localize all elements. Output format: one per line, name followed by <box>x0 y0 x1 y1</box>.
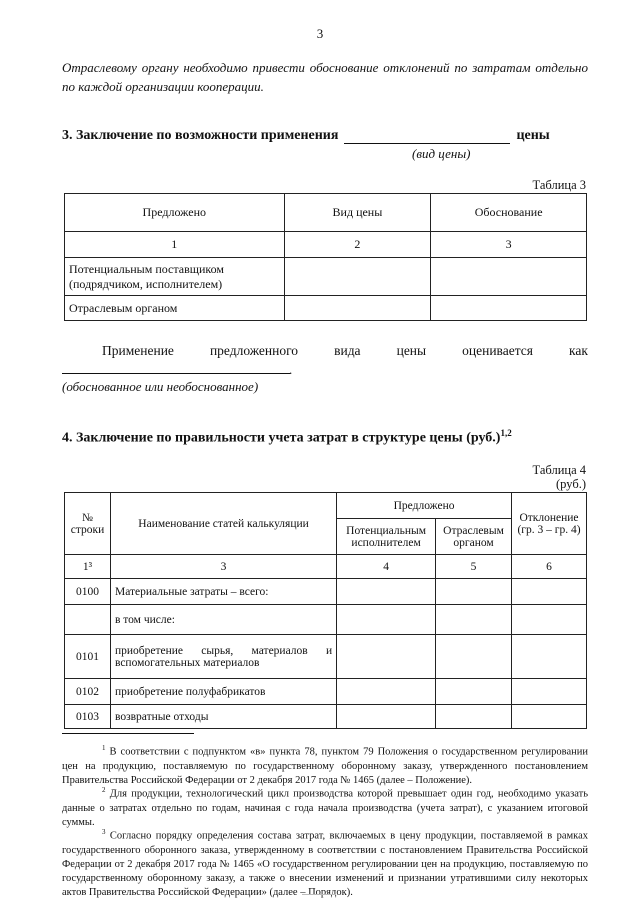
footnote-mark: 2 <box>102 786 106 794</box>
price-type-hint: (вид цены) <box>412 146 471 161</box>
row-name: в том числе: <box>110 605 336 635</box>
footnote-1 <box>62 741 588 788</box>
table-4-number-cell: 4 <box>337 555 436 579</box>
page-edge-mark <box>302 894 336 901</box>
table-4-number-cell: 1³ <box>65 555 111 579</box>
table-row <box>65 705 587 729</box>
row-code <box>65 605 111 635</box>
row-code: 0102 <box>65 679 111 705</box>
table-cell: Потенциальным поставщиком (подрядчиком, исполнителем) <box>65 258 285 296</box>
page-number: 3 <box>316 26 324 41</box>
application-sentence <box>102 343 588 359</box>
table-3-number-row <box>65 232 587 258</box>
table-4-header-cell: Отклонение (гр. 3 – гр. 4) <box>512 493 587 555</box>
table-4-caption: Таблица 4 <box>532 463 586 477</box>
row-name: приобретение полуфабрикатов <box>110 679 336 705</box>
footnote-text: Для продукции, технологический цикл производства которой превышает один год, необходимо указать данные о затратах отдельно по годам, начиная с года начала производства (учета затрат), с указанием итоговой суммы. <box>62 788 588 828</box>
table-row <box>65 258 587 296</box>
application-word: цены <box>396 343 427 358</box>
section-3-title: 3. Заключение по возможности применения <box>62 128 339 143</box>
row-name: возвратные отходы <box>110 705 336 729</box>
application-word: предложенного <box>209 343 299 358</box>
table-4-header-cell: Предложено <box>337 493 512 519</box>
table-cell <box>284 296 431 321</box>
section-3-title-suffix: цены <box>516 128 550 143</box>
table-4-number-cell: 6 <box>512 555 587 579</box>
table-cell <box>431 258 587 296</box>
table-3-number-cell: 1 <box>65 232 285 258</box>
table-4-unit: (руб.) <box>556 477 586 491</box>
application-word: вида <box>334 343 361 358</box>
row-name: Материальные затраты – всего: <box>110 579 336 605</box>
table-cell <box>431 296 587 321</box>
table-cell <box>284 258 431 296</box>
table-row <box>65 635 587 679</box>
table-3-number-cell: 2 <box>284 232 431 258</box>
footnote-mark: 1 <box>102 744 106 752</box>
table-4-number-row <box>65 555 587 579</box>
application-word: Применение <box>102 343 174 358</box>
table-3-caption: Таблица 3 <box>532 178 586 192</box>
row-name: приобретение сырья, материалов и вспомогательных материалов <box>110 635 336 679</box>
application-word: оценивается <box>462 343 534 358</box>
table-4-number-cell: 5 <box>436 555 512 579</box>
section-3-heading <box>62 128 550 144</box>
footnote-separator <box>62 733 194 734</box>
price-type-blank <box>344 129 510 144</box>
application-word: как <box>569 343 588 358</box>
footnote-text: В соответствии с подпунктом «в» пункта 78, пунктом 79 Положения о государственном регулировании цен на продукцию, поставляемую по государственному оборонному заказу, утвержденного постановлением Правительства Российской Федерации от 2 декабря 2017 года № 1465 (далее – Положение). <box>62 746 588 786</box>
table-4-header-cell: Потенциальным исполнителем <box>337 519 436 555</box>
assessment-end-dot: . <box>289 362 293 377</box>
table-row <box>65 296 587 321</box>
table-4-header-row <box>65 493 587 519</box>
table-4 <box>64 492 587 729</box>
table-3-header-row <box>65 194 587 232</box>
table-3-header-cell: Предложено <box>65 194 285 232</box>
table-3-header-cell: Обоснование <box>431 194 587 232</box>
assessment-blank-line <box>62 373 290 374</box>
table-4-header-cell: Наименование статей калькуляции <box>110 493 336 555</box>
table-3 <box>64 193 587 321</box>
table-3-number-cell: 3 <box>431 232 587 258</box>
table-row <box>65 605 587 635</box>
section-4-footnote-ref: 1,2 <box>500 428 512 438</box>
table-3-header-cell: Вид цены <box>284 194 431 232</box>
intro-paragraph: Отраслевому органу необходимо привести обоснование отклонений по затратам отдельно по каждой организации кооперации. <box>62 60 588 94</box>
row-code: 0100 <box>65 579 111 605</box>
table-4-header-cell: № строки <box>65 493 111 555</box>
section-4-title: 4. Заключение по правильности учета затрат в структуре цены (руб.) <box>62 430 501 446</box>
table-row <box>65 579 587 605</box>
table-row <box>65 679 587 705</box>
footnote-3 <box>62 825 588 900</box>
row-code: 0103 <box>65 705 111 729</box>
section-4-heading <box>62 428 512 447</box>
table-4-header-cell: Отраслевым органом <box>436 519 512 555</box>
footnote-mark: 3 <box>102 828 106 836</box>
assessment-hint: (обоснованное или необоснованное) <box>62 379 259 394</box>
footnote-2 <box>62 783 588 830</box>
table-cell: Отраслевым органом <box>65 296 285 321</box>
table-4-number-cell: 3 <box>110 555 336 579</box>
row-code: 0101 <box>65 635 111 679</box>
footnote-text: Согласно порядку определения состава затрат, включаемых в цену продукции, поставляемой в рамках государственного оборонного заказа, утвержденному в соответствии с постановлением Правительства Российской Федерации от 2 декабря 2017 года № 1465 «О государственном регулировании цен на продукцию, поставляемую по государственному оборонному заказу, а также о внесении изменений и признании утратившими силу некоторых актов Правительства Российской Федерации» (далее – Порядок). <box>62 830 589 898</box>
